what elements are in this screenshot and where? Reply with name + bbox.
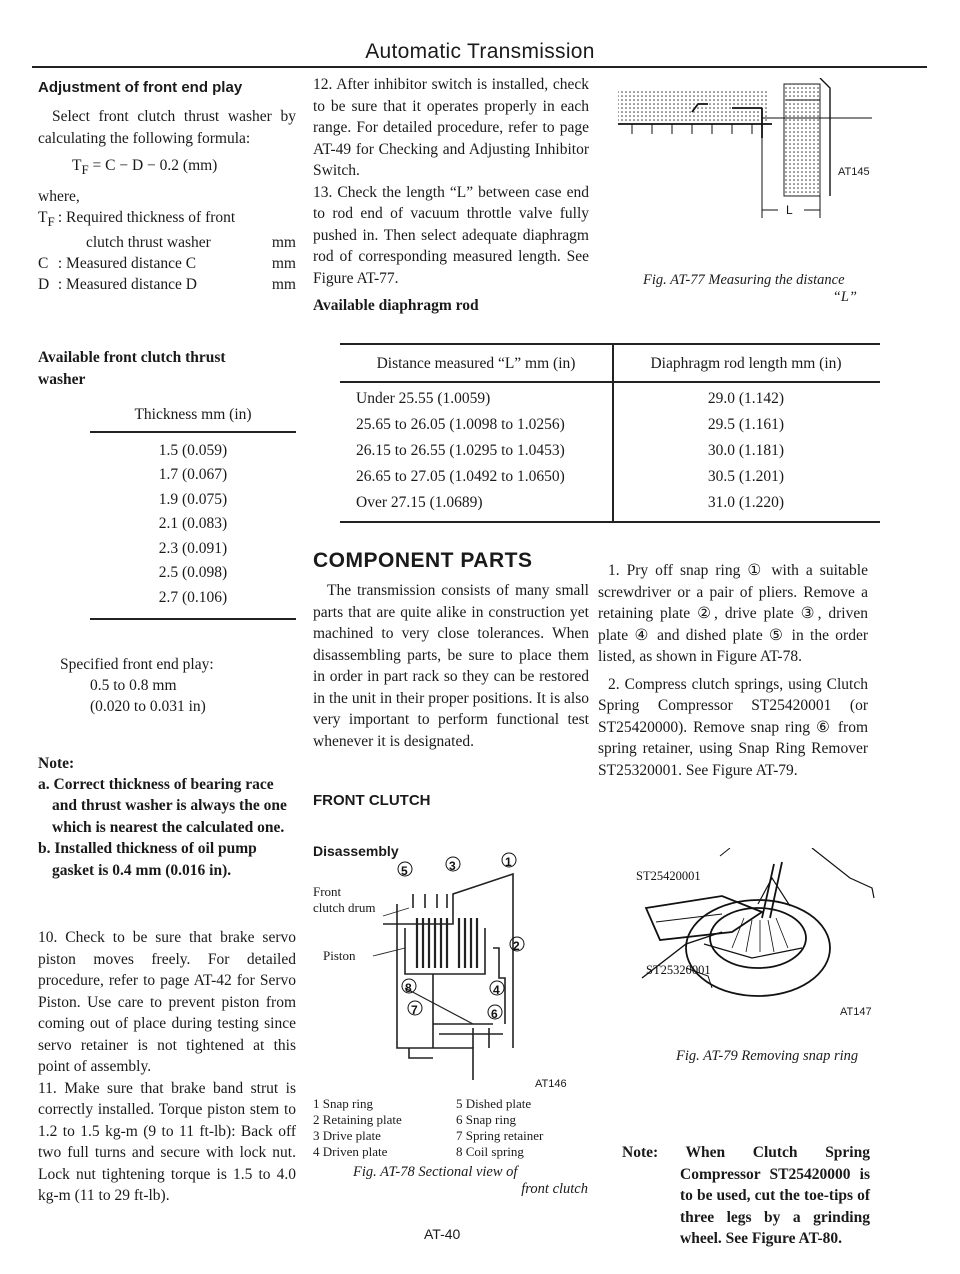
- step-2: 2. Compress clutch springs, using Clutch Spring Compressor ST25420001 (or ST25420000). Remove snap ring ⑥ from spring retainer, using Snap Ring Remover ST25320001. See Figure AT-79.: [598, 675, 868, 779]
- rod-table-title: Available diaphragm rod: [313, 297, 479, 314]
- fig78-caption: [353, 1164, 588, 1198]
- formula: $T_F = C - D - 0.2$ (mm): [72, 157, 218, 178]
- right-note: Note: When Clutch Spring Compressor ST25420000 is to be used, cut the toe-tips of three legs by a grinding wheel. See Figure AT-80.: [622, 1144, 870, 1247]
- component-parts-text: The transmission consists of many small parts that are quite alike in construction yet machined to very close tolerances. When disassembling parts, be sure to place them in order in part rack so they can be restored in the unit in their proper positions. It is also very important to perform functional test whenever it is designated.: [313, 582, 589, 750]
- middle-column: [313, 74, 589, 316]
- fig79-caption: [676, 1048, 876, 1065]
- washer-table-title: Available front clutch thrust washer: [38, 349, 226, 388]
- washer-row: 2.3 (0.091): [158, 539, 228, 557]
- step-11: 11. Make sure that brake band strut is correctly installed. Torque piston stem to 1.2 to 1.5 kg-m (9 to 11 ft-lb): Back off two full turns and secure with lock nut. Lock nut tightening torque is 1.5 to 4.0 kg-m (11 to 29 ft-lb).: [38, 1079, 296, 1205]
- diaphragm-rod-measure-drawing: [612, 78, 882, 228]
- parts-list-item: 3 Drive plate: [313, 1128, 381, 1143]
- table-cell-distance: 25.65 to 26.05 (1.0098 to 1.0256): [356, 416, 565, 433]
- left-column: [38, 78, 296, 1207]
- front-clutch-section-drawing: [313, 848, 589, 1088]
- component-section: [313, 548, 589, 859]
- diaphragm-rod-table: [340, 343, 880, 523]
- dimension-L-label: L: [786, 203, 793, 217]
- fig77-caption-number: Fig. AT-77: [643, 272, 705, 288]
- figure-label-drum: clutch drum: [313, 900, 376, 915]
- table-cell-rod-length: 30.0 (1.181): [707, 442, 785, 459]
- fig79-caption-title: Removing snap ring: [741, 1048, 859, 1064]
- note-a: a. Correct thickness of bearing race and thrust washer is always the one which is nearest the calculated one.: [38, 775, 287, 836]
- callout-4: 4: [493, 983, 500, 997]
- callout-6: 6: [491, 1007, 498, 1021]
- page-number: AT-40: [424, 1226, 461, 1242]
- parts-list-item: 7 Spring retainer: [456, 1128, 544, 1143]
- front-end-play-in: (0.020 to 0.031 in): [90, 697, 206, 715]
- def-description: : Measured distance C: [57, 255, 197, 273]
- table-cell-distance: Over 27.15 (1.0689): [356, 494, 483, 511]
- fig78-caption-number: Fig. AT-78: [353, 1164, 415, 1180]
- figure-code-at146: AT146: [535, 1078, 567, 1090]
- table-cell-distance: 26.65 to 27.05 (1.0492 to 1.0650): [356, 468, 565, 485]
- def-symbol: C: [38, 255, 49, 273]
- def-description: : Measured distance D: [57, 276, 197, 294]
- figure-at78: [313, 848, 589, 1088]
- def-description: : Required thickness of front: [57, 209, 236, 227]
- washer-row: 2.7 (0.106): [158, 588, 228, 606]
- step-1: 1. Pry off snap ring ① with a suitable screwdriver or a pair of pliers. Remove a retaining plate ②, drive plate ③, driven plate ④ and dished plate ⑤ in the order listed, as shown in Figure AT-78.: [598, 562, 868, 665]
- note-label: Note:: [38, 754, 75, 772]
- disassembly-heading: Disassembly: [313, 843, 399, 859]
- callout-1: 1: [505, 855, 512, 869]
- figure-at77: [612, 78, 882, 228]
- table-row: [340, 440, 880, 466]
- formula-definitions: [38, 207, 296, 295]
- table-row: [340, 466, 880, 492]
- parts-list-item: 8 Coil spring: [456, 1144, 524, 1159]
- table-cell-rod-length: 30.5 (1.201): [707, 468, 785, 485]
- fig78-parts-left: [313, 1096, 443, 1160]
- right-column: [598, 560, 868, 781]
- washer-table: [90, 404, 296, 620]
- fig77-caption-title-2: “L”: [832, 289, 857, 305]
- table-header-rule: [340, 381, 880, 383]
- washer-row: 1.5 (0.059): [158, 441, 228, 459]
- step-13: 13. Check the length “L” between case end to rod end of vacuum throttle valve fully pushed in. Then select adequate diaphragm rod of corresponding measured length. See Figure AT-77.: [313, 183, 589, 287]
- washer-table-header: Thickness mm (in): [134, 406, 252, 424]
- table-cell-distance: 26.15 to 26.55 (1.0295 to 1.0453): [356, 442, 565, 459]
- callout-8: 8: [405, 981, 412, 995]
- def-symbol: D: [38, 276, 50, 294]
- table-row: [340, 388, 880, 414]
- table-cell-rod-length: 29.5 (1.161): [707, 416, 785, 433]
- figure-label-front: Front: [313, 884, 342, 899]
- tool-label-st25420001: ST25420001: [636, 869, 701, 883]
- parts-list-item: 6 Snap ring: [456, 1112, 516, 1127]
- fig78-caption-title-2: front clutch: [521, 1181, 588, 1197]
- page-header-title: Automatic Transmission: [365, 40, 595, 63]
- washer-row: 1.7 (0.067): [158, 466, 228, 484]
- table-cell-rod-length: 31.0 (1.220): [707, 494, 785, 511]
- washer-row: 2.5 (0.098): [158, 564, 228, 582]
- parts-list-item: 5 Dished plate: [456, 1096, 532, 1111]
- fig77-caption-title: Measuring the distance: [708, 272, 845, 288]
- callout-3: 3: [449, 859, 456, 873]
- front-end-play-heading: Adjustment of front end play: [38, 79, 243, 96]
- figure-code-at145: AT145: [838, 166, 870, 178]
- tool-label-st25320001: ST25320001: [646, 963, 711, 977]
- front-end-play-mm: 0.5 to 0.8 mm: [90, 676, 177, 694]
- def-unit: mm: [271, 276, 296, 294]
- fig79-caption-number: Fig. AT-79: [676, 1048, 738, 1064]
- parts-list-item: 4 Driven plate: [313, 1144, 388, 1159]
- fig77-caption: [643, 272, 869, 306]
- callout-5: 5: [401, 864, 408, 878]
- table-bottom-rule: [340, 521, 880, 523]
- fig78-caption-title: Sectional view of: [418, 1164, 518, 1180]
- table-row: [340, 492, 880, 518]
- front-clutch-heading: FRONT CLUTCH: [313, 792, 431, 809]
- header-rule: [32, 66, 927, 68]
- callout-7: 7: [411, 1003, 418, 1017]
- figure-label-piston: Piston: [323, 948, 356, 963]
- callout-2: 2: [513, 939, 520, 953]
- where-label: where,: [38, 188, 80, 206]
- washer-table-bottom-rule: [90, 618, 296, 620]
- table-top-rule: [340, 343, 880, 345]
- table-header-distance: Distance measured “L” mm (in): [376, 355, 576, 372]
- note-b: b. Installed thickness of oil pump gasket is 0.4 mm (0.016 in).: [38, 840, 257, 879]
- def-symbol: $T_F$: [38, 209, 55, 230]
- table-cell-distance: Under 25.55 (1.0059): [356, 390, 491, 407]
- table-header-rod: Diaphragm rod length mm (in): [650, 355, 842, 372]
- washer-row: 2.1 (0.083): [158, 515, 228, 533]
- parts-list-item: 1 Snap ring: [313, 1096, 373, 1111]
- washer-row: 1.9 (0.075): [158, 490, 228, 508]
- figure-code-at147: AT147: [840, 1006, 872, 1018]
- fig78-parts-right: [456, 1096, 586, 1160]
- def-unit: mm: [271, 234, 296, 252]
- def-unit: mm: [271, 255, 296, 273]
- step-10: 10. Check to be sure that brake servo piston moves freely. For detailed procedure, refer to page AT-42 for Servo Piston. Use care to prevent piston from coming out of place during testing since servo retainer is not tightened at this point of assembly.: [38, 929, 296, 1076]
- table-cell-rod-length: 29.0 (1.142): [707, 390, 785, 407]
- figure-at79: [612, 848, 882, 1018]
- def-description: clutch thrust washer: [86, 234, 211, 252]
- parts-list-item: 2 Retaining plate: [313, 1112, 402, 1127]
- step-12: 12. After inhibitor switch is installed, check to be sure that it operates properly in each range. For detailed procedure, refer to page AT-49 for Checking and Adjusting Inhibitor Switch.: [313, 76, 589, 179]
- component-parts-heading: COMPONENT PARTS: [313, 549, 533, 572]
- table-row: [340, 414, 880, 440]
- snap-ring-removal-drawing: [612, 848, 882, 1018]
- front-end-play-label: Specified front end play:: [60, 655, 214, 673]
- formula-intro: Select front clutch thrust washer by calculating the following formula:: [38, 108, 296, 147]
